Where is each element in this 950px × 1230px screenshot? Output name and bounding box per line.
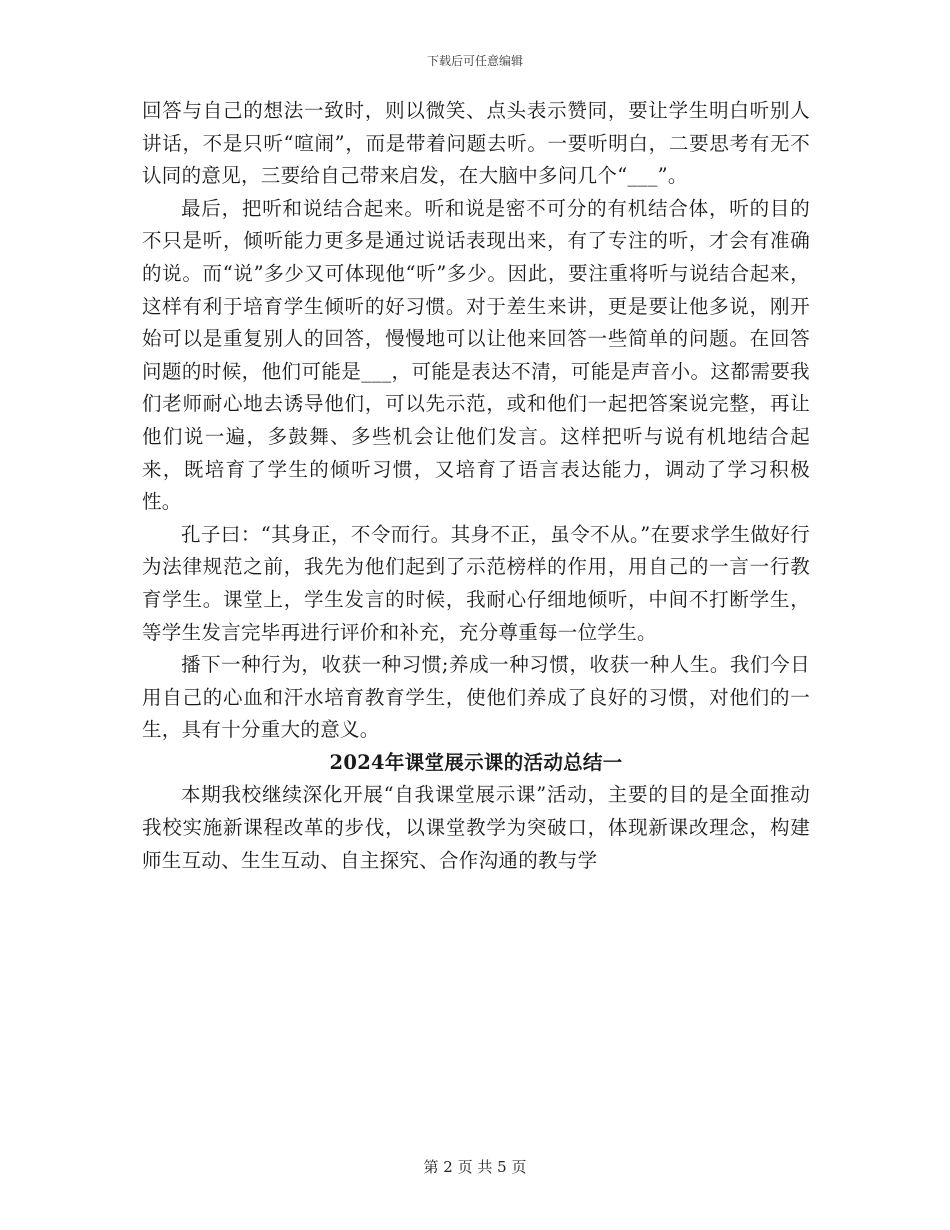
paragraph-continued: 回答与自己的想法一致时，则以微笑、点头表示赞同，要让学生明白听别人讲话，不是只听“喧闹”，而是带着问题去听。一要听明白，二要思考有无不认同的意见，三要给自己带来启发，在大脑中多问几个“___”。 [142, 99, 810, 188]
section-paragraph: 本期我校继续深化开展“自我课堂展示课”活动，主要的目的是全面推动我校实施新课程改革的步伐，以课堂教学为突破口，体现新课改理念，构建师生互动、生生互动、自主探究、合作沟通的教与学 [142, 783, 810, 872]
page-header: 下载后可任意编辑 [426, 54, 523, 68]
document-body [142, 95, 810, 877]
page-footer: 第 2 页 共 5 页 [423, 1158, 527, 1176]
section-title: 2024年课堂展示课的活动总结一 [329, 750, 623, 774]
paragraph-listen-and-speak: 最后，把听和说结合起来。听和说是密不可分的有机结合体，听的目的不只是听，倾听能力更多是通过说话表现出来，有了专注的听，才会有准确的说。而“说”多少又可体现他“听”多少。因此，要注重将听与说结合起来，这样有利于培育学生倾听的好习惯。对于差生来讲，更是要让他多说，刚开始可以是重复别人的回答，慢慢地可以让他来回答一些简单的问题。在回答问题的时候，他们可能是___，可能是表达不清，可能是声音小。这都需要我们老师耐心地去诱导他们，可以先示范，或和他们一起把答案说完整，再让他们说一遍，多鼓舞、多些机会让他们发言。这样把听与说有机地结合起来，既培育了学生的倾听习惯，又培育了语言表达能力，调动了学习积极性。 [142, 196, 810, 514]
paragraph-habits: 播下一种行为，收获一种习惯;养成一种习惯，收获一种人生。我们今日用自己的心血和汗水培育教育学生，使他们养成了良好的习惯，对他们的一生，具有十分重大的意义。 [142, 653, 810, 742]
paragraph-confucius: 孔子曰：“其身正，不令而行。其身不正，虽令不从。”在要求学生做好行为法律规范之前，我先为他们起到了示范榜样的作用，用自己的一言一行教育学生。课堂上，学生发言的时候，我耐心仔细地倾听，中间不打断学生，等学生发言完毕再进行评价和补充，充分尊重每一位学生。 [142, 522, 810, 644]
